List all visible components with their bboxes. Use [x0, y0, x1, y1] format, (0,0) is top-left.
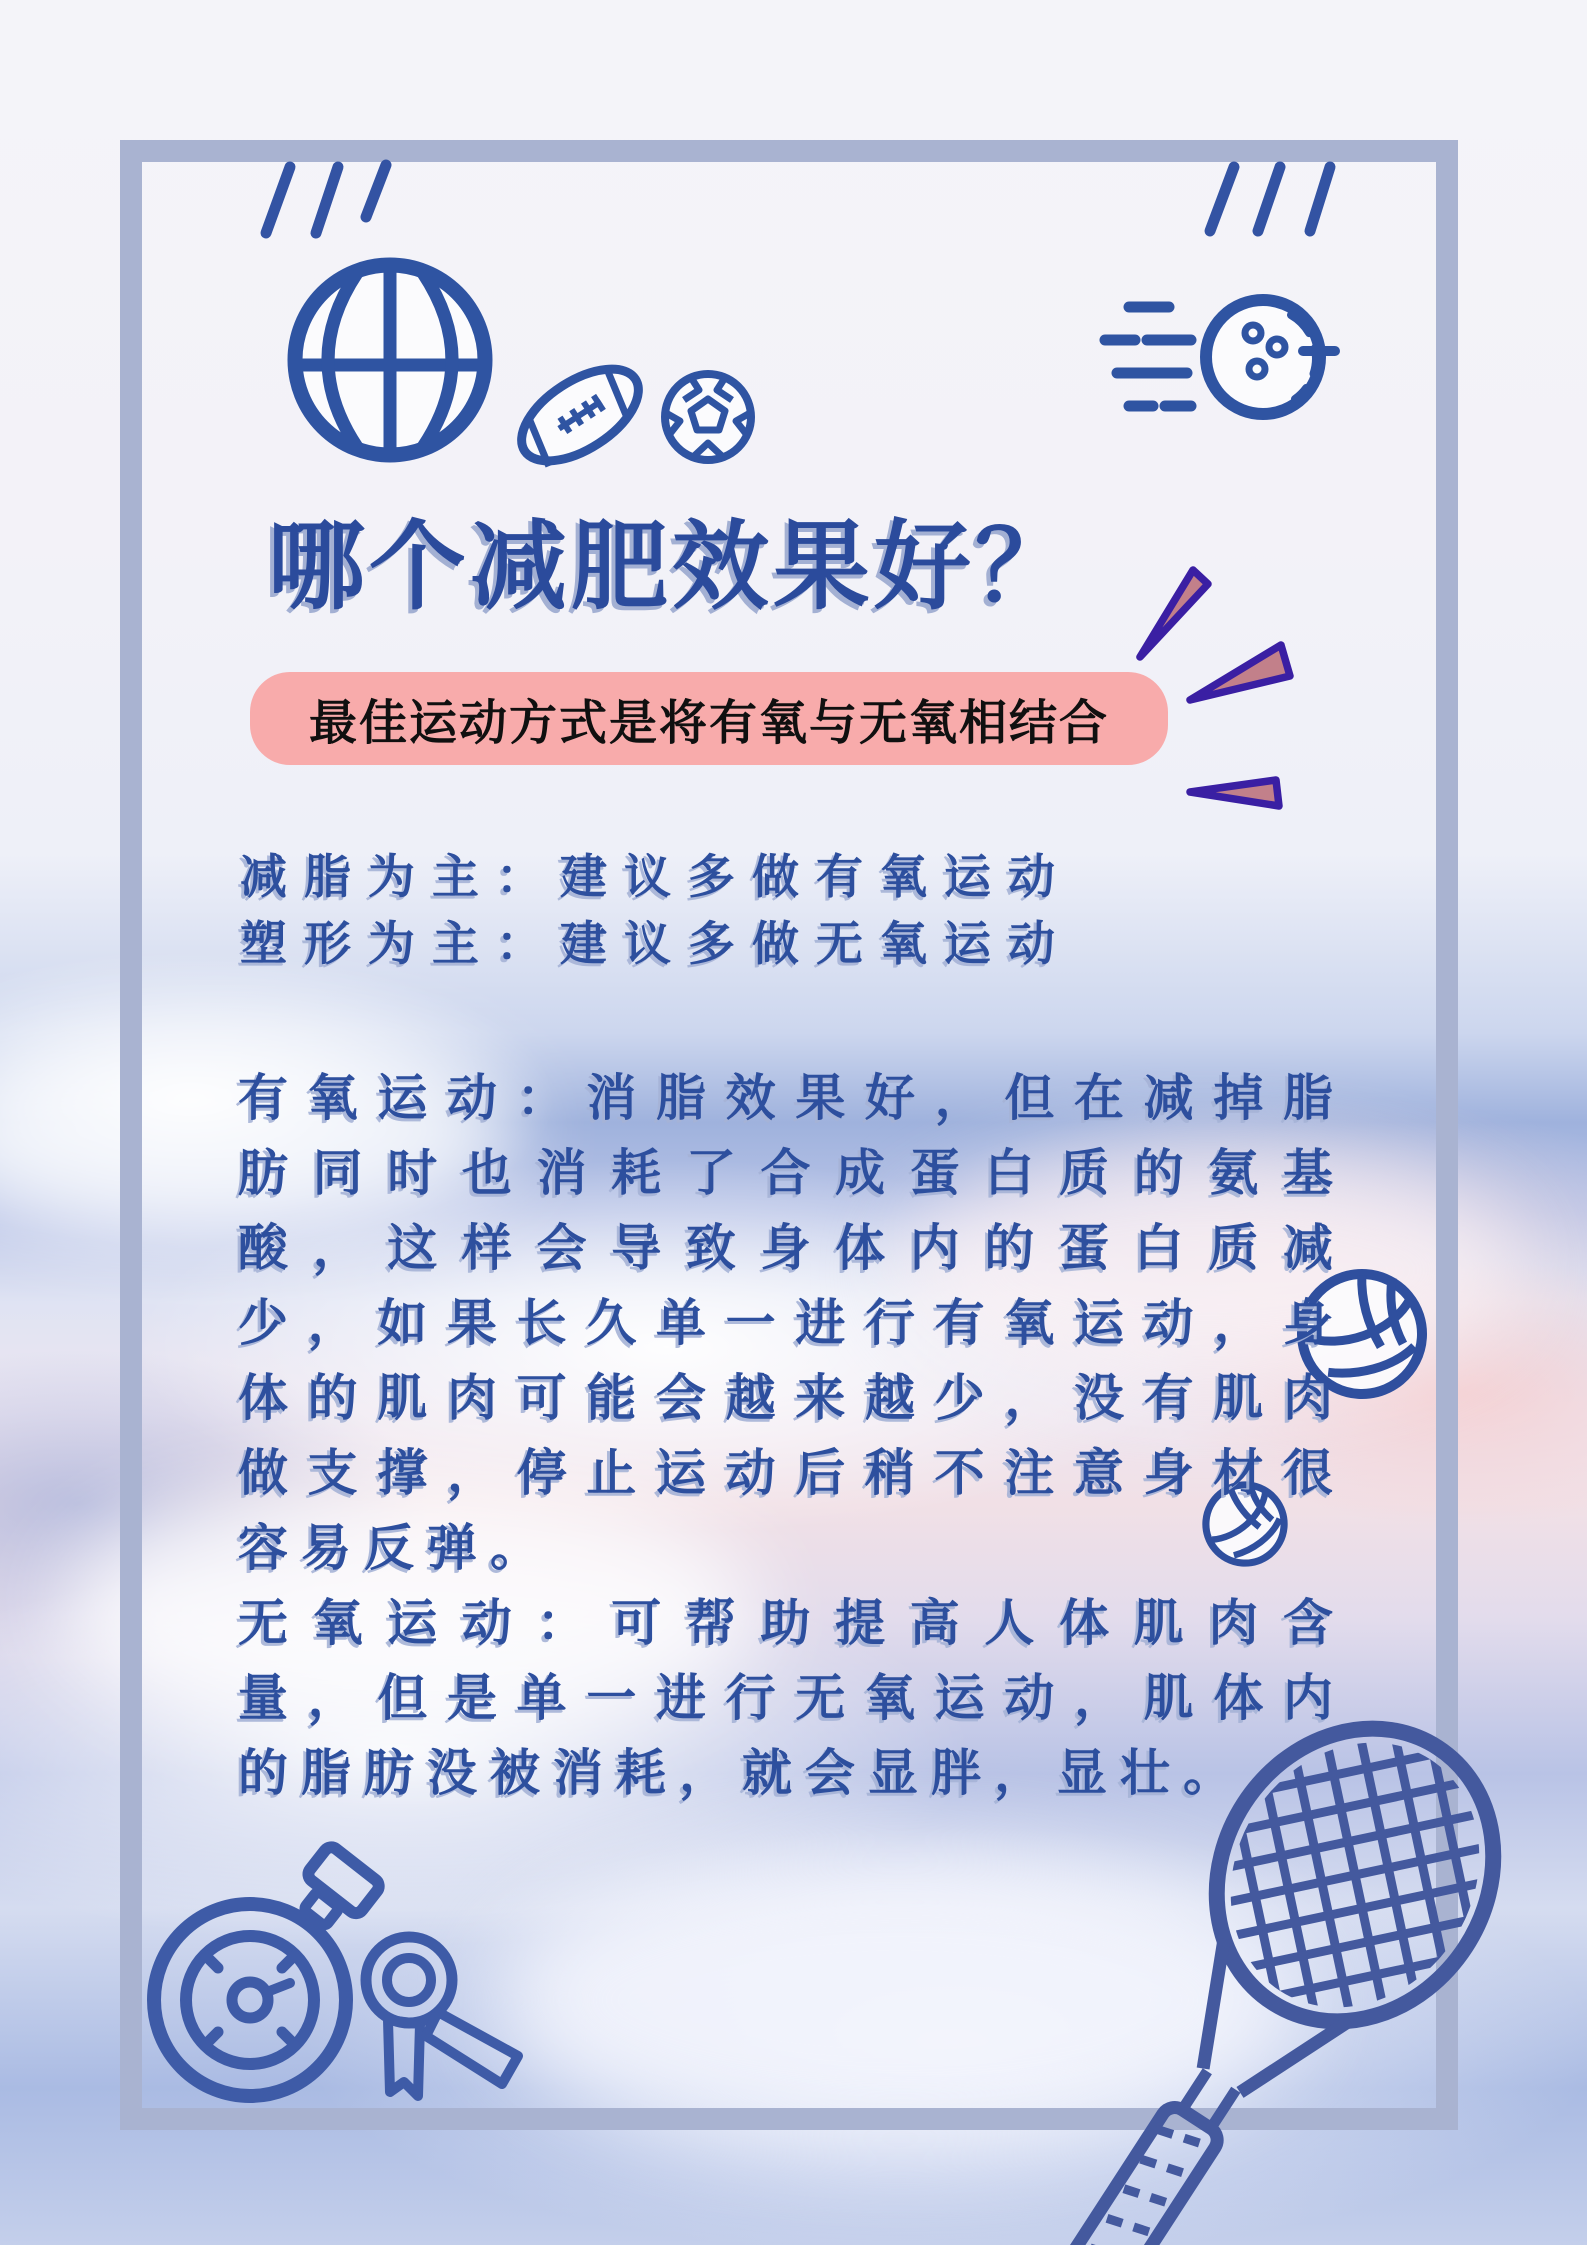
text-line: 做支撑，停止运动后稍不注意身材很 [238, 1445, 1346, 1501]
text-line: 少，如果长久单一进行有氧运动，身 [238, 1295, 1346, 1351]
text-line: 量，但是单一进行无氧运动，肌体内 [238, 1670, 1346, 1726]
medal-icon [356, 1920, 541, 2120]
paragraph-aerobic [238, 1061, 1346, 1586]
subtitle-banner [250, 672, 1168, 765]
page-title: 哪个减肥效果好？ [268, 512, 1076, 621]
basketball-icon [285, 255, 495, 465]
speeding-ball-icon [1095, 285, 1345, 430]
slashes-icon [1208, 165, 1342, 235]
stopwatch-icon [146, 1840, 366, 2110]
text-line: 有氧运动：消脂效果好，但在减掉脂 [238, 1070, 1346, 1126]
text-line: 无氧运动：可帮助提高人体肌肉含 [238, 1595, 1346, 1651]
text-line: 肪同时也消耗了合成蛋白质的氨基 [238, 1145, 1346, 1201]
text-line: 的脂肪没被消耗，就会显胖，显壮。 [238, 1745, 1246, 1801]
text-line: 容易反弹。 [238, 1520, 553, 1576]
slashes-icon [262, 163, 392, 237]
body-text [238, 1061, 1346, 1811]
subtitle-banner-label: 最佳运动方式是将有氧与无氧相结合 [308, 697, 1109, 750]
rugby-ball-icon [500, 345, 660, 485]
text-line: 酸，这样会导致身体内的蛋白质减 [238, 1220, 1346, 1276]
advice-line: 塑形为主：建议多做无氧运动 [240, 917, 1072, 970]
advice-line: 减脂为主：建议多做有氧运动 [240, 850, 1072, 903]
advice-block [240, 843, 1072, 977]
soccer-ball-icon [660, 369, 756, 465]
text-line: 体的肌肉可能会越来越少，没有肌肉 [238, 1370, 1346, 1426]
badminton-racket-icon [1128, 1700, 1587, 2245]
